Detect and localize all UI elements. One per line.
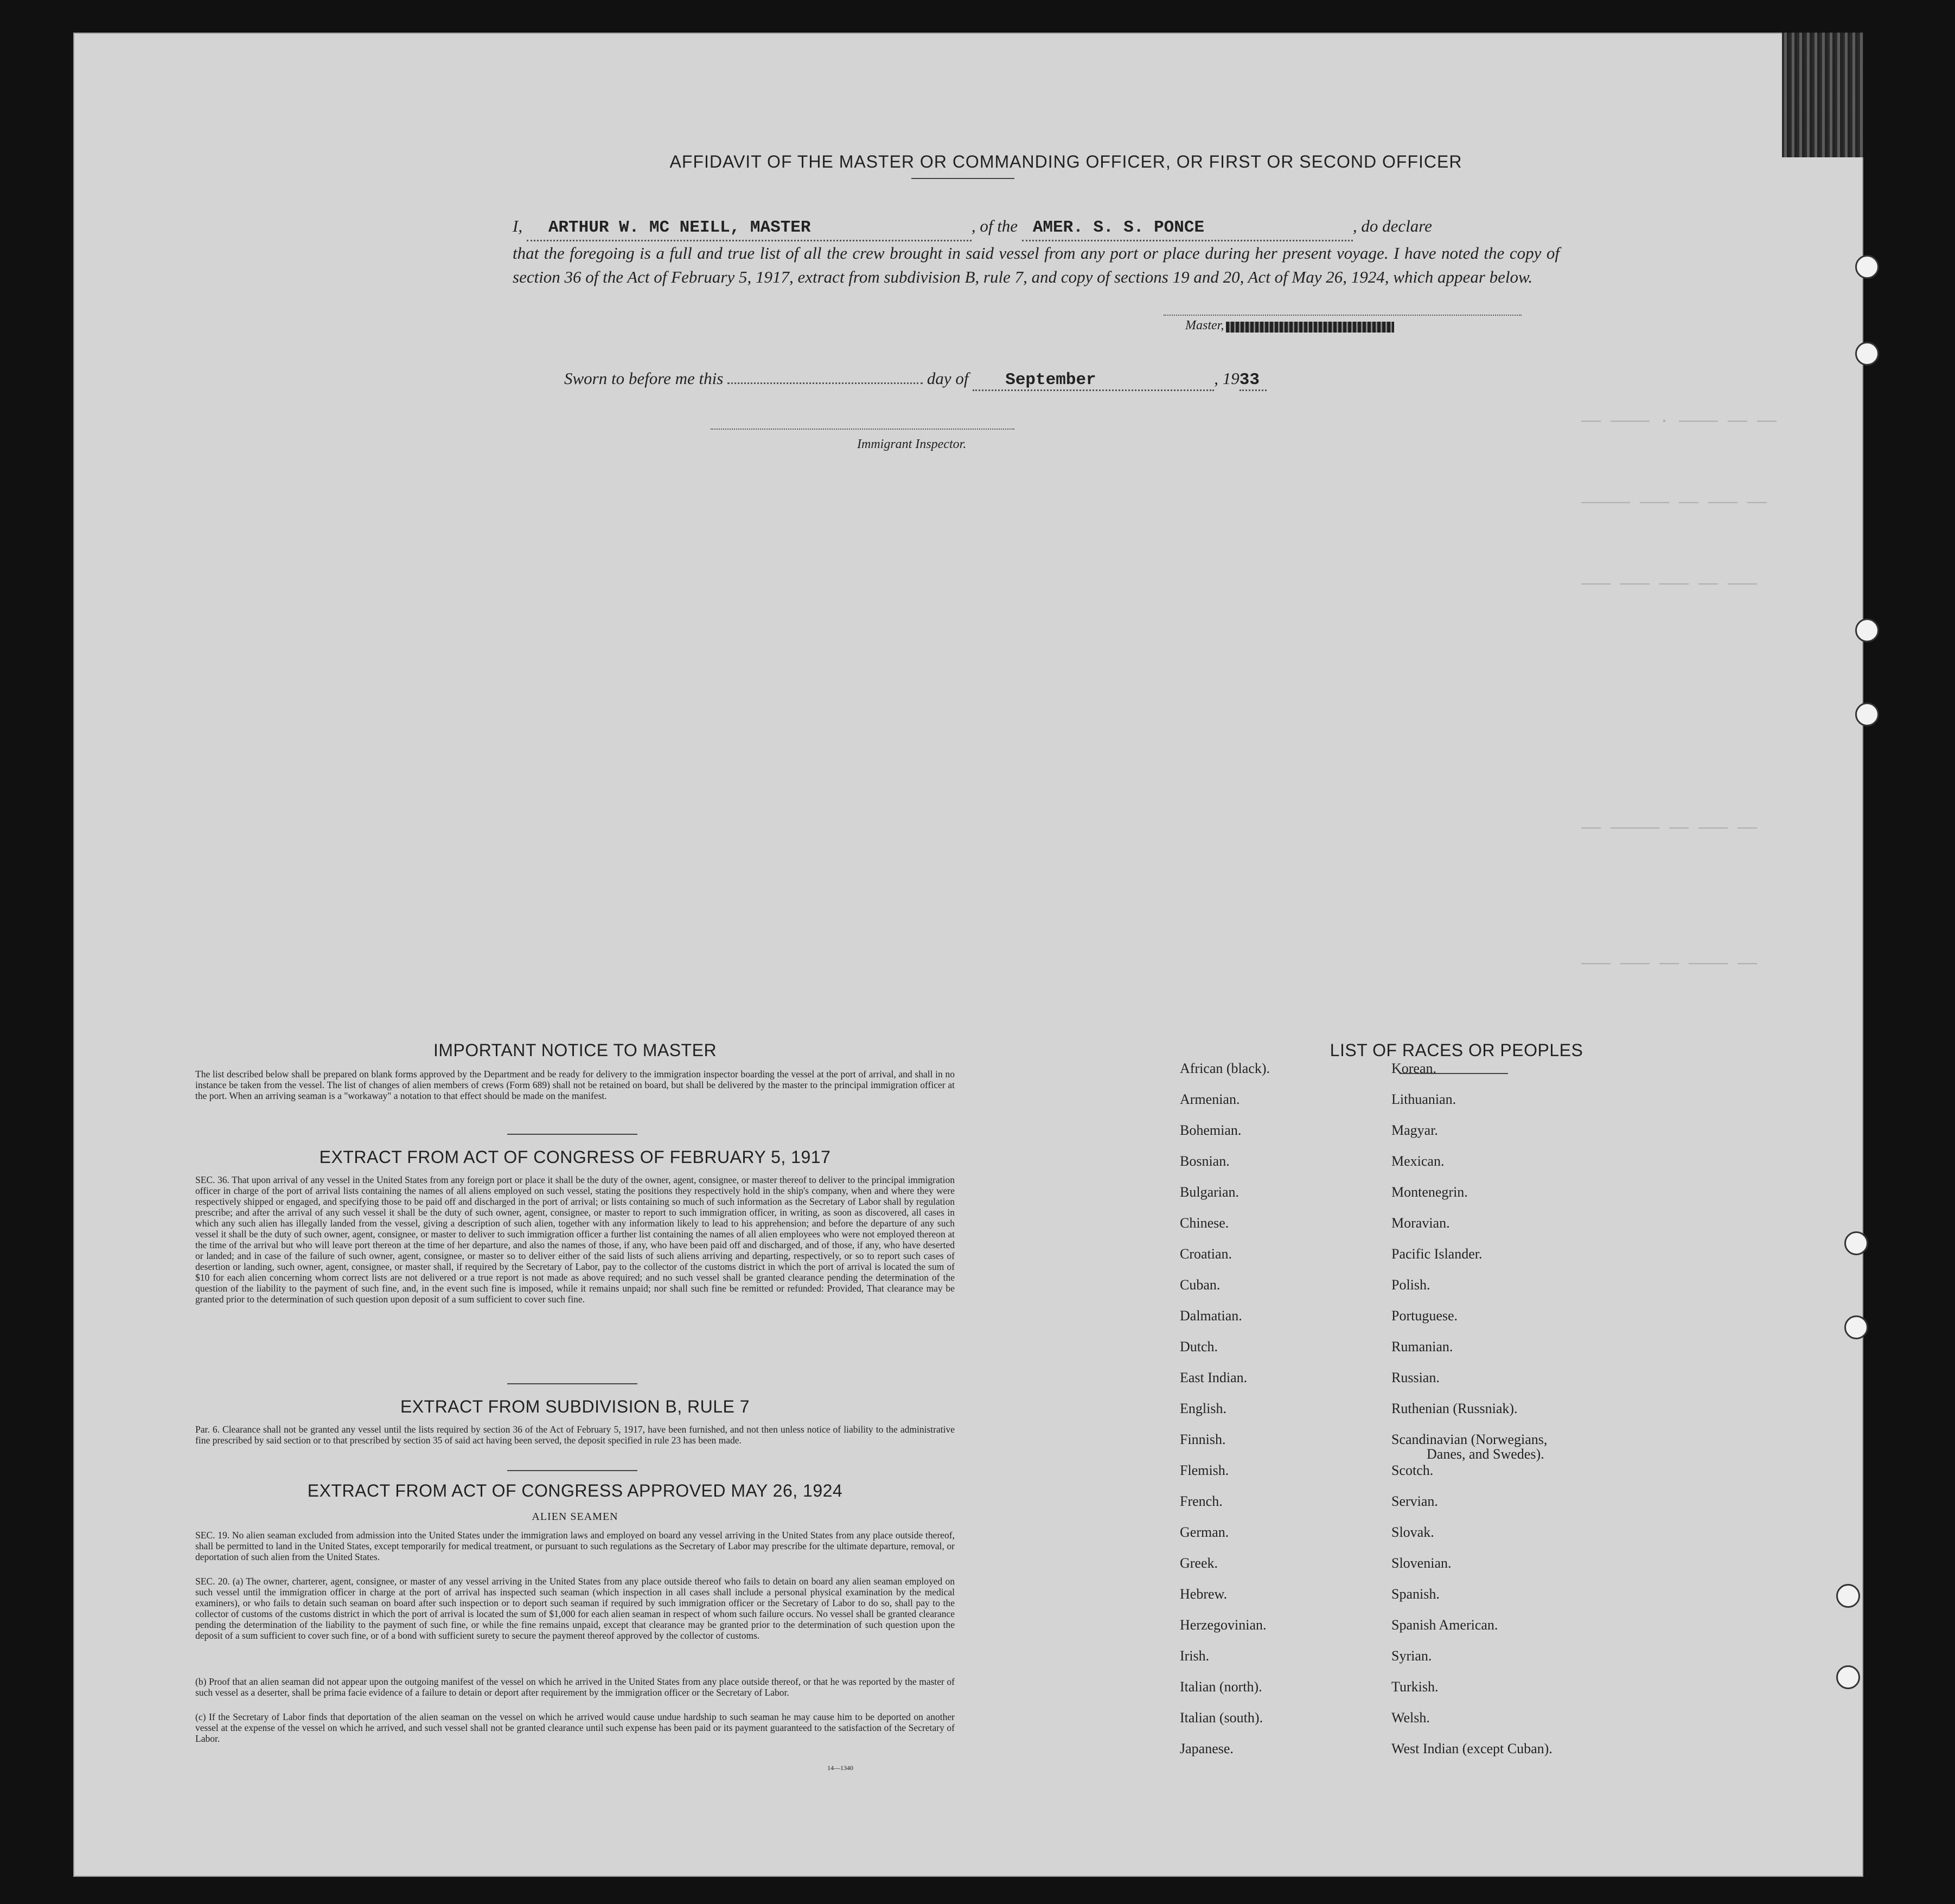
race-item: Slovenian. xyxy=(1391,1555,1452,1571)
race-item: Spanish. xyxy=(1391,1586,1440,1602)
sec20a-text: SEC. 20. (a) The owner, charterer, agent, consignee, or master of any vessel arriving in the United States from any place outside thereof who fails to detain on board any alien seaman employed on such vessel until the immigration officer in charge at the port of arrival has inspected such seaman (which inspection in all cases shall include a personal physical examination by the medical examiners), or who fails to detain such seaman on board after such inspection or to deport such seaman if required by such immigration officer or the Secretary of Labor to do so, shall pay to the collector of customs of the customs district in which the port of arrival is located the sum of $1,000 for each alien seaman in respect of whom such failure occurs. No vessel shall be granted clearance pending the determination of the liability to the payment of such fine, or while the fine remains unpaid, except that clearance may be granted prior to the determination of such question upon the deposit of a sum sufficient to cover such fine, or of a bond with sufficient surety to secure the payment thereof approved by the collector of customs. xyxy=(195,1576,955,1641)
race-item: Welsh. xyxy=(1391,1710,1430,1726)
race-item: Bosnian. xyxy=(1180,1153,1230,1169)
race-item: Mexican. xyxy=(1391,1153,1445,1169)
notice-text: The list described below shall be prepared on blank forms approved by the Department and be ready for delivery to the immigration inspector boarding the vessel at the port of arrival, and shall in no instance be taken from the vessel. The list of changes of alien members of crews (Form 689) shall not be retained on board, but shall be delivered by the master to the principal immigration officer at the port. When an arriving seaman is a "workaway" a notation to that effect should be made on the manifest. xyxy=(195,1069,955,1101)
page-edge-shadow xyxy=(1782,33,1863,157)
master-name-field[interactable]: ARTHUR W. MC NEILL, MASTER xyxy=(548,218,811,237)
race-item: West Indian (except Cuban). xyxy=(1391,1741,1553,1756)
divider xyxy=(507,1134,637,1135)
race-item: Montenegrin. xyxy=(1391,1184,1468,1200)
race-item: Danes, and Swedes). xyxy=(1427,1446,1544,1462)
race-item: Servian. xyxy=(1391,1493,1438,1509)
race-item: Armenian. xyxy=(1180,1091,1240,1107)
race-item: Finnish. xyxy=(1180,1432,1226,1447)
punch-hole xyxy=(1836,1584,1860,1608)
struck-out-title xyxy=(1226,322,1394,333)
extract-1917-text: SEC. 36. That upon arrival of any vessel in the United States from any foreign port or place it shall be the duty of the owner, agent, consignee, or master thereof to deliver to the principal immigration officer in charge of the port of arrival lists containing the names of all aliens employed on such vessel, stating the positions they respectively hold in the ship's company, when and where they were respectively shipped or engaged, and specifying those to be paid off and discharged in the port of arrival; or lists containing so much of such information as the Secretary of Labor shall by regulation prescribe; and after the arrival of any such vessel it shall be the duty of such owner, agent, consignee, or master to report to such immigration officer, in writing, as soon as discovered, all cases in which any such alien has illegally landed from the vessel, giving a description of such alien, together with any information likely to lead to his apprehension; and before the departure of any such vessel it shall be the duty of such owner, agent, consignee, or master to deliver to such immigration officer a further list containing the names of all alien employees who were not employed thereon at the time of the arrival but who will leave port thereon at the time of her departure, and also the names of those, if any, who have been paid off and discharged, and of those, if any, who have deserted or landed; and in case of the failure of such owner, agent, consignee, or master so to deliver either of the said lists of such aliens arriving and departing, respectively, or so to report such cases of desertion or landing, such owner, agent, consignee, or master shall, if required by the Secretary of Labor, pay to the collector of the customs district in which the port of arrival is located the sum of $10 for each alien concerning whom correct lists are not delivered or a true report is not made as above required; and no such vessel shall be granted clearance pending the determination of the question of the liability to the payment of such fine, and, in the event such fine is imposed, while it remains unpaid; nor shall such fine be remitted or refunded: Provided, That clearance may be granted prior to the determination of such question upon deposit of a sum sufficient to cover such fine. xyxy=(195,1174,955,1305)
race-item: Dalmatian. xyxy=(1180,1308,1242,1324)
sec20c-text: (c) If the Secretary of Labor finds that deportation of the alien seaman on the vessel on which he arrived would cause undue hardship to such seaman he may cause him to be deported on another vessel at the expense of the vessel on which he arrived, and such vessel shall not be granted clearance until such expense has been paid or its payment guaranteed to the satisfaction of the Secretary of Labor. xyxy=(195,1711,955,1744)
race-item: Korean. xyxy=(1391,1060,1437,1076)
punch-hole xyxy=(1836,1665,1860,1689)
bleed-through-text: —— ———— · ———— —— —— xyxy=(1581,412,1777,431)
punch-hole xyxy=(1855,255,1879,279)
sec19-text: SEC. 19. No alien seaman excluded from admission into the United States under the immigration laws and employed on board any vessel arriving in the United States from any place outside thereof, shall be permitted to land in the United States, except temporarily for medical treatment, or pursuant to such regulations as the Secretary of Labor may prescribe for the ultimate departure, removal, or deportation of such alien from the United States. xyxy=(195,1530,955,1562)
punch-hole xyxy=(1844,1231,1868,1255)
extract-rule7-text: Par. 6. Clearance shall not be granted any vessel until the lists required by section 36 of the Act of February 5, 1917, have been furnished, and not then unless notice of liability to the administrative fine prescribed by said section or to that prescribed by section 35 of said act having been served, the deposit specified in rule 23 has been made. xyxy=(195,1424,955,1446)
signature-block xyxy=(1185,318,1394,333)
race-item: Pacific Islander. xyxy=(1391,1246,1483,1262)
race-item: Turkish. xyxy=(1391,1679,1439,1695)
month-field[interactable]: September xyxy=(1005,370,1096,389)
race-item: Slovak. xyxy=(1391,1524,1434,1540)
sec20b-text: (b) Proof that an alien seaman did not appear upon the outgoing manifest of the vessel on which he arrived in the United States from any place outside thereof, or that he was reported by the master of such vessel as a deserter, shall be prima facie evidence of a failure to detain or deport after requirement by the immigration officer or the Secretary of Labor. xyxy=(195,1676,955,1698)
race-item: Cuban. xyxy=(1180,1277,1221,1293)
extract-1917-title: EXTRACT FROM ACT OF CONGRESS OF FEBRUARY 5, 1917 xyxy=(319,1147,831,1167)
race-item: Greek. xyxy=(1180,1555,1218,1571)
race-item: English. xyxy=(1180,1401,1226,1416)
document-page xyxy=(73,33,1863,1877)
affidavit-title: AFFIDAVIT OF THE MASTER OR COMMANDING OFFICER, OR FIRST OR SECOND OFFICER xyxy=(669,152,1462,171)
race-item: Japanese. xyxy=(1180,1741,1234,1756)
year-prefix: 19 xyxy=(1222,369,1240,388)
race-item: Irish. xyxy=(1180,1648,1210,1664)
race-item: Lithuanian. xyxy=(1391,1091,1456,1107)
punch-hole xyxy=(1844,1315,1868,1339)
race-item: African (black). xyxy=(1180,1060,1270,1076)
race-item: Herzegovinian. xyxy=(1180,1617,1267,1633)
race-item: Chinese. xyxy=(1180,1215,1229,1231)
punch-hole xyxy=(1855,342,1879,366)
races-title: LIST OF RACES OR PEOPLES xyxy=(1330,1040,1583,1060)
race-item: Hebrew. xyxy=(1180,1586,1228,1602)
extract-rule7-title: EXTRACT FROM SUBDIVISION B, RULE 7 xyxy=(400,1397,750,1416)
race-item: German. xyxy=(1180,1524,1229,1540)
race-item: Moravian. xyxy=(1391,1215,1450,1231)
race-item: Flemish. xyxy=(1180,1462,1229,1478)
race-item: Polish. xyxy=(1391,1277,1430,1293)
race-item: Magyar. xyxy=(1391,1122,1438,1138)
extract-1924-title: EXTRACT FROM ACT OF CONGRESS APPROVED MAY 26, 1924 xyxy=(307,1481,843,1500)
race-item: Scandinavian (Norwegians, xyxy=(1391,1432,1548,1447)
race-item: Russian. xyxy=(1391,1370,1440,1385)
do-declare-label: , do declare xyxy=(1352,216,1432,235)
divider xyxy=(507,1383,637,1384)
race-item: Spanish American. xyxy=(1391,1617,1498,1633)
declaration-prefix: I, xyxy=(513,216,523,235)
bleed-through-text: ——— ——— ——— —— ——— xyxy=(1581,575,1758,593)
divider xyxy=(507,1470,637,1471)
sworn-label: Sworn to before me this xyxy=(564,369,724,388)
of-the-label: , of the xyxy=(971,216,1018,235)
race-item: East Indian. xyxy=(1180,1370,1248,1385)
race-item: Scotch. xyxy=(1391,1462,1434,1478)
form-number: 14—1340 xyxy=(827,1764,853,1772)
vessel-name-field[interactable]: AMER. S. S. PONCE xyxy=(1032,218,1205,237)
punch-hole xyxy=(1855,702,1879,726)
day-of-label: day of xyxy=(927,369,969,388)
alien-seamen-subtitle: ALIEN SEAMEN xyxy=(532,1511,618,1523)
race-item: Rumanian. xyxy=(1391,1339,1453,1354)
bleed-through-text: —— ————— —— ——— —— xyxy=(1581,819,1758,838)
bleed-through-text: ——— ——— —— ———— —— xyxy=(1581,955,1758,973)
race-item: Syrian. xyxy=(1391,1648,1432,1664)
sworn-day-field[interactable] xyxy=(727,382,923,384)
master-label: Master, xyxy=(1185,318,1224,333)
year-field[interactable]: 33 xyxy=(1240,370,1267,391)
race-item: Portuguese. xyxy=(1391,1308,1458,1324)
signature-line xyxy=(1164,315,1522,316)
race-item: Bulgarian. xyxy=(1180,1184,1240,1200)
race-item: Bohemian. xyxy=(1180,1122,1242,1138)
notice-title: IMPORTANT NOTICE TO MASTER xyxy=(433,1040,717,1060)
divider xyxy=(911,178,1014,179)
punch-hole xyxy=(1855,618,1879,642)
race-item: Dutch. xyxy=(1180,1339,1218,1354)
inspector-signature-line xyxy=(711,429,1014,430)
inspector-label: Immigrant Inspector. xyxy=(857,437,967,451)
race-item: Croatian. xyxy=(1180,1246,1232,1262)
race-item: Italian (north). xyxy=(1180,1679,1262,1695)
sworn-line: Sworn to before me this day of September , 1933 xyxy=(564,369,1267,391)
bleed-through-text: ————— ——— —— ——— —— xyxy=(1581,494,1767,512)
race-item: Italian (south). xyxy=(1180,1710,1263,1726)
race-item: French. xyxy=(1180,1493,1223,1509)
race-item: Ruthenian (Russniak). xyxy=(1391,1401,1518,1416)
declaration-body: that the foregoing is a full and true list of all the crew brought in said vessel from any port or place during her present voyage. I have noted the copy of section 36 of the Act of February 5, 1917, extract from subdivision B, rule 7, and copy of sections 19 and 20, Act of May 26, 1924, which appear below. xyxy=(513,244,1560,286)
affidavit-declaration xyxy=(513,214,1560,289)
